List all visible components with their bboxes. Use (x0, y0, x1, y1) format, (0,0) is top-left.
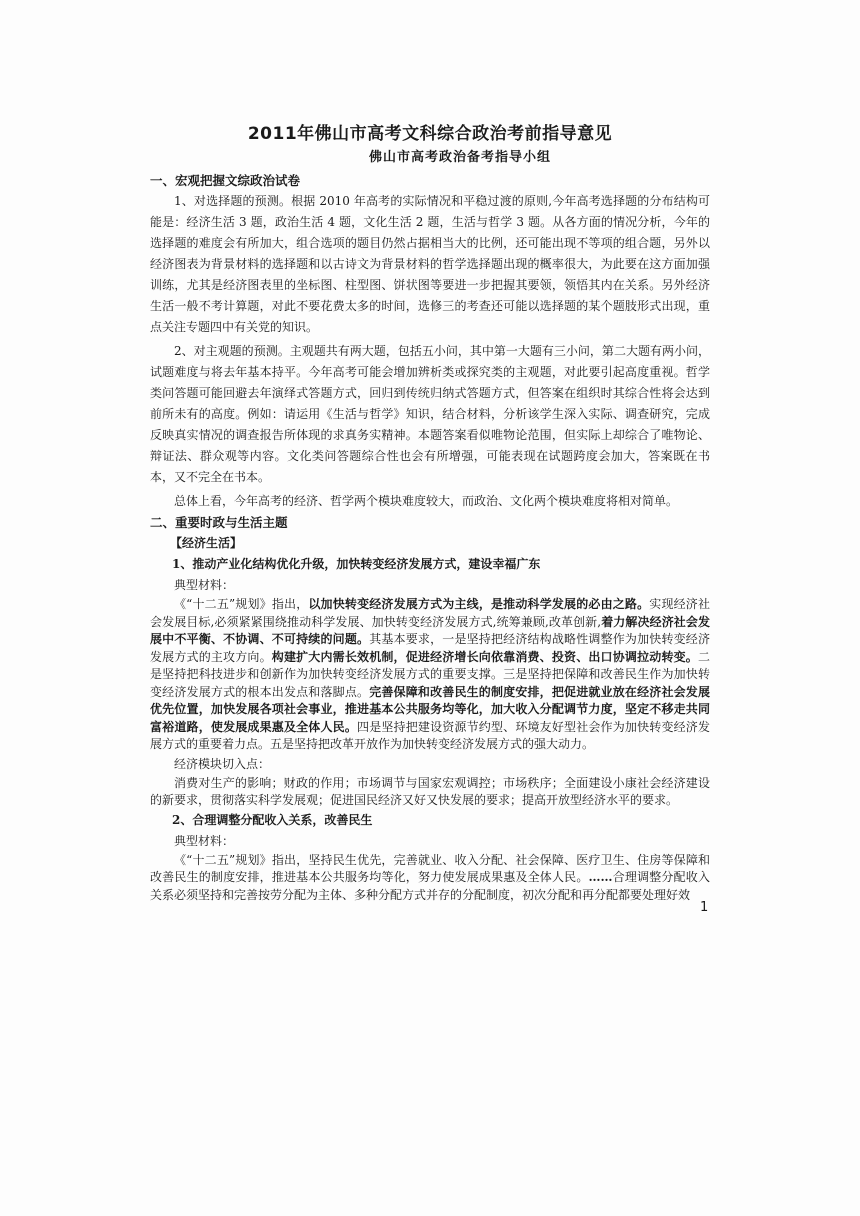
document-subtitle: 佛山市高考政治备考指导小组 (368, 150, 551, 165)
topic-heading-2: 2、合理调整分配收入关系，改善民生 (172, 812, 373, 827)
text-run: 二是坚持把科技进步和创新作为加快转变经济发展方式的重要支撑。三是坚持把保障和改善民生作为加快转变经济发展方式的根本出发点和落脚点。 (150, 649, 710, 699)
emphasis-run: …… (588, 870, 613, 884)
emphasis-run: 完善保障和改善民生的制度安排，把促进就业放在经济社会发展优先位置，加快发展各项社会事业，推进基本公共服务均等化，加大收入分配调节力度，坚定不移走共同富裕道路，使发展成果惠及全体人民。 (150, 684, 710, 734)
emphasis-run: 着力解决经济社会发展中不平衡、不协调、不可持续的问题。 (150, 614, 710, 646)
document-title: 2011年佛山市高考文科综合政治考前指导意见 (247, 124, 613, 144)
paragraph-choice-prediction: 1、对选择题的预测。根据 2010 年高考的实际情况和平稳过渡的原则,今年高考选择题的分布结构可能是：经济生活 3 题，政治生活 4 题，文化生活 2 题，生活与哲学 3 题。从各方面的情况分析，今年的选择题的难度会有所加大，组合选项的题目仍然占据相当大的比例，还可能出现不等项的组合题，另外以经济图表为背景材料的选择题和以古诗文为背景材料的哲学选择题出现的概率很大，为此要在这方面加强训练，尤其是经济图表里的坐标图、柱型图、饼状图等要进一步把握其要领，领悟其内在关系。另外经济生活一般不考计算题，对此不要花费太多的时间，选修三的考查还可能以选择题的某个题肢形式出现，重点关注专题四中有关党的知识。 (150, 194, 710, 334)
paragraph-plan-excerpt-1 (150, 596, 710, 754)
text-run: 实现经济社会发展目标,必须紧紧围绕推动科学发展、加快转变经济发展方式,统筹兼顾,改革创新, (150, 597, 710, 629)
material-label-1: 典型材料： (174, 578, 235, 592)
section-heading-1: 一、宏观把握文综政治试卷 (150, 173, 301, 188)
entry-points-label: 经济模块切入点： (174, 756, 271, 771)
paragraph-plan-excerpt-2 (150, 852, 710, 905)
economy-tag: 【经济生活】 (170, 536, 243, 550)
topic-heading-1: 1、推动产业化结构优化升级，加快转变经济发展方式，建设幸福广东 (172, 557, 541, 571)
document-body (150, 118, 710, 904)
text-run: 其基本要求，一是坚持把经济结构战略性调整作为加快转变经济发展方式的主攻方向。 (150, 632, 710, 664)
entry-points-text: 消费对生产的影响；财政的作用；市场调节与国家宏观调控；市场秩序；全面建设小康社会经济建设的新要求，贯彻落实科学发展观；促进国民经济又好又快发展的要求；提高开放型经济水平的要求。 (150, 775, 710, 807)
text-run: 合理调整分配收入关系必须坚持和完善按劳分配为主体、多种分配方式并存的分配制度，初次分配和再分配都要处理好效 (150, 870, 710, 902)
paragraph-summary: 总体上看，今年高考的经济、哲学两个模块难度较大，而政治、文化两个模块难度将相对简单。 (174, 494, 679, 508)
text-run: 四是坚持把建设资源节约型、环境友好型社会作为加快转变经济发展方式的重要着力点。五是坚持把改革开放作为加快转变经济发展方式的强大动力。 (150, 719, 710, 751)
emphasis-run: 构建扩大内需长效机制，促进经济增长向依靠消费、投资、出口协调拉动转变。 (271, 649, 698, 664)
material-label-2: 典型材料： (174, 833, 235, 848)
paragraph-subjective-prediction: 2、对主观题的预测。主观题共有两大题，包括五小问，其中第一大题有三小问，第二大题有两小问，试题难度与将去年基本持平。今年高考可能会增加辨析类或探究类的主观题，对此要引起高度重视。哲学类问答题可能回避去年演绎式答题方式，回归到传统归纳式答题方式，但答案在组织时其综合性将会达到前所未有的高度。例如：请运用《生活与哲学》知识，结合材料，分析该学生深入实际、调查研究，完成反映真实情况的调查报告所体现的求真务实精神。本题答案看似唯物论范围，但实际上却综合了唯物论、辩证法、群众观等内容。文化类问答题综合性也会有所增强，可能表现在试题跨度会加大，答案既在书本，又不完全在书本。 (150, 344, 710, 484)
emphasis-run: 以加快转变经济发展方式为主线，是推动科学发展的必由之路。 (308, 597, 650, 611)
text-run: 《“十二五”规划》指出，坚持民生优先，完善就业、收入分配、社会保障、医疗卫生、住房等保障和改善民生的制度安排，推进基本公共服务均等化，努力使发展成果惠及全体人民。 (150, 852, 710, 884)
section-heading-2: 二、重要时政与生活主题 (150, 515, 288, 530)
text-run: 《“十二五”规划》指出， (174, 597, 309, 611)
page-number: 1 (700, 900, 709, 915)
